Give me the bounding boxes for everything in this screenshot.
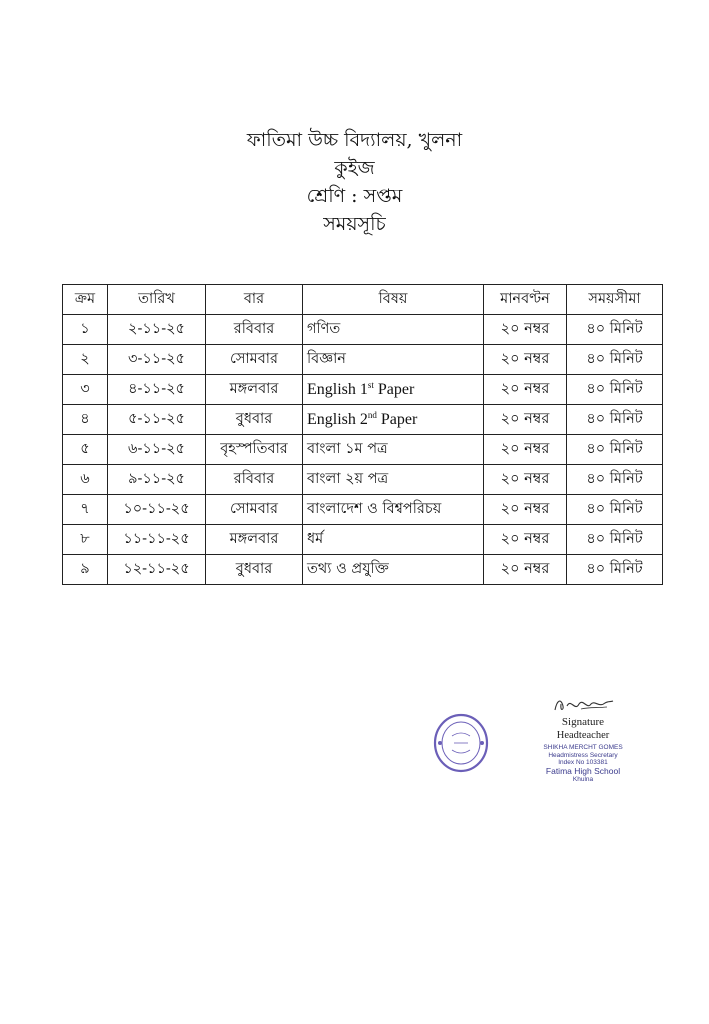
- marks-cell: ২০ নম্বর: [484, 465, 567, 495]
- table-row: [63, 525, 663, 555]
- table-header-row: [63, 285, 663, 315]
- subject-cell: তথ্য ও প্রযুক্তি: [303, 555, 484, 585]
- day-cell: মঙ্গলবার: [206, 375, 303, 405]
- col-header-date: তারিখ: [108, 285, 206, 315]
- date-cell: ৩-১১-২৫: [108, 345, 206, 375]
- schedule-table: [62, 284, 663, 585]
- day-cell: বুধবার: [206, 555, 303, 585]
- subject-cell: বাংলা ২য় পত্র: [303, 465, 484, 495]
- marks-cell: ২০ নম্বর: [484, 345, 567, 375]
- time-cell: ৪০ মিনিট: [567, 495, 663, 525]
- signature-block: [528, 694, 638, 783]
- serial-cell: ২: [63, 345, 108, 375]
- serial-cell: ৬: [63, 465, 108, 495]
- col-header-day: বার: [206, 285, 303, 315]
- time-cell: ৪০ মিনিট: [567, 525, 663, 555]
- subject-cell: বাংলাদেশ ও বিশ্বপরিচয়: [303, 495, 484, 525]
- time-cell: ৪০ মিনিট: [567, 555, 663, 585]
- stamp-index: Index No 103381: [558, 759, 608, 766]
- day-cell: রবিবার: [206, 315, 303, 345]
- handwritten-signature-icon: [551, 694, 615, 716]
- date-cell: ১২-১১-২৫: [108, 555, 206, 585]
- marks-cell: ২০ নম্বর: [484, 495, 567, 525]
- day-cell: সোমবার: [206, 495, 303, 525]
- day-cell: মঙ্গলবার: [206, 525, 303, 555]
- serial-cell: ১: [63, 315, 108, 345]
- document-header: [0, 126, 709, 238]
- col-header-marks: মানবণ্টন: [484, 285, 567, 315]
- headteacher-stamp: [528, 744, 638, 783]
- subject-text-tail: Paper: [373, 380, 415, 398]
- time-cell: ৪০ মিনিট: [567, 405, 663, 435]
- schedule-title: সময়সূচি: [323, 213, 386, 235]
- table-row: [63, 465, 663, 495]
- col-header-subject: বিষয়: [303, 285, 484, 315]
- subject-ordinal: nd: [367, 409, 377, 420]
- subject-text: English 2: [307, 410, 368, 428]
- serial-cell: ৫: [63, 435, 108, 465]
- time-cell: ৪০ মিনিট: [567, 465, 663, 495]
- marks-cell: ২০ নম্বর: [484, 435, 567, 465]
- time-cell: ৪০ মিনিট: [567, 375, 663, 405]
- table-row: [63, 345, 663, 375]
- marks-cell: ২০ নম্বর: [484, 525, 567, 555]
- subject-ordinal: st: [367, 379, 374, 390]
- table-row: [63, 555, 663, 585]
- col-header-time: সময়সীমা: [567, 285, 663, 315]
- day-cell: বৃহস্পতিবার: [206, 435, 303, 465]
- subject-cell: বিজ্ঞান: [303, 345, 484, 375]
- date-cell: ২-১১-২৫: [108, 315, 206, 345]
- subject-text-tail: Paper: [376, 410, 418, 428]
- exam-name: কুইজ: [334, 157, 375, 179]
- subject-text: English 1: [307, 380, 368, 398]
- day-cell: সোমবার: [206, 345, 303, 375]
- stamp-school: Fatima High School: [545, 765, 621, 776]
- serial-cell: ৯: [63, 555, 108, 585]
- subject-cell: ধর্ম: [303, 525, 484, 555]
- school-seal-icon: [432, 712, 490, 774]
- table-row: [63, 405, 663, 435]
- subject-cell: [303, 405, 484, 435]
- date-cell: ১০-১১-২৫: [108, 495, 206, 525]
- date-cell: ৪-১১-২৫: [108, 375, 206, 405]
- marks-cell: ২০ নম্বর: [484, 375, 567, 405]
- serial-cell: ৮: [63, 525, 108, 555]
- date-cell: ৯-১১-২৫: [108, 465, 206, 495]
- time-cell: ৪০ মিনিট: [567, 315, 663, 345]
- stamp-role: Headmistress Secretary: [548, 751, 618, 759]
- marks-cell: ২০ নম্বর: [484, 405, 567, 435]
- school-name: ফাতিমা উচ্চ বিদ্যালয়, খুলনা: [246, 129, 463, 151]
- date-cell: ৫-১১-২৫: [108, 405, 206, 435]
- serial-cell: ৪: [63, 405, 108, 435]
- table-row: [63, 435, 663, 465]
- headteacher-label: Headteacher: [556, 730, 610, 741]
- class-line: শ্রেণি : সপ্তম: [306, 185, 403, 207]
- date-cell: ৬-১১-২৫: [108, 435, 206, 465]
- serial-cell: ৭: [63, 495, 108, 525]
- date-cell: ১১-১১-২৫: [108, 525, 206, 555]
- stamp-city: Khulna: [572, 775, 594, 783]
- time-cell: ৪০ মিনিট: [567, 435, 663, 465]
- table-row: [63, 315, 663, 345]
- stamp-name: SHIKHA MERCHT GOMES: [543, 744, 623, 751]
- signature-label: Signature: [561, 716, 605, 728]
- serial-cell: ৩: [63, 375, 108, 405]
- subject-cell: [303, 375, 484, 405]
- day-cell: রবিবার: [206, 465, 303, 495]
- table-row: [63, 495, 663, 525]
- marks-cell: ২০ নম্বর: [484, 555, 567, 585]
- col-header-serial: ক্রম: [63, 285, 108, 315]
- time-cell: ৪০ মিনিট: [567, 345, 663, 375]
- day-cell: বুধবার: [206, 405, 303, 435]
- table-row: [63, 375, 663, 405]
- subject-cell: বাংলা ১ম পত্র: [303, 435, 484, 465]
- subject-cell: গণিত: [303, 315, 484, 345]
- marks-cell: ২০ নম্বর: [484, 315, 567, 345]
